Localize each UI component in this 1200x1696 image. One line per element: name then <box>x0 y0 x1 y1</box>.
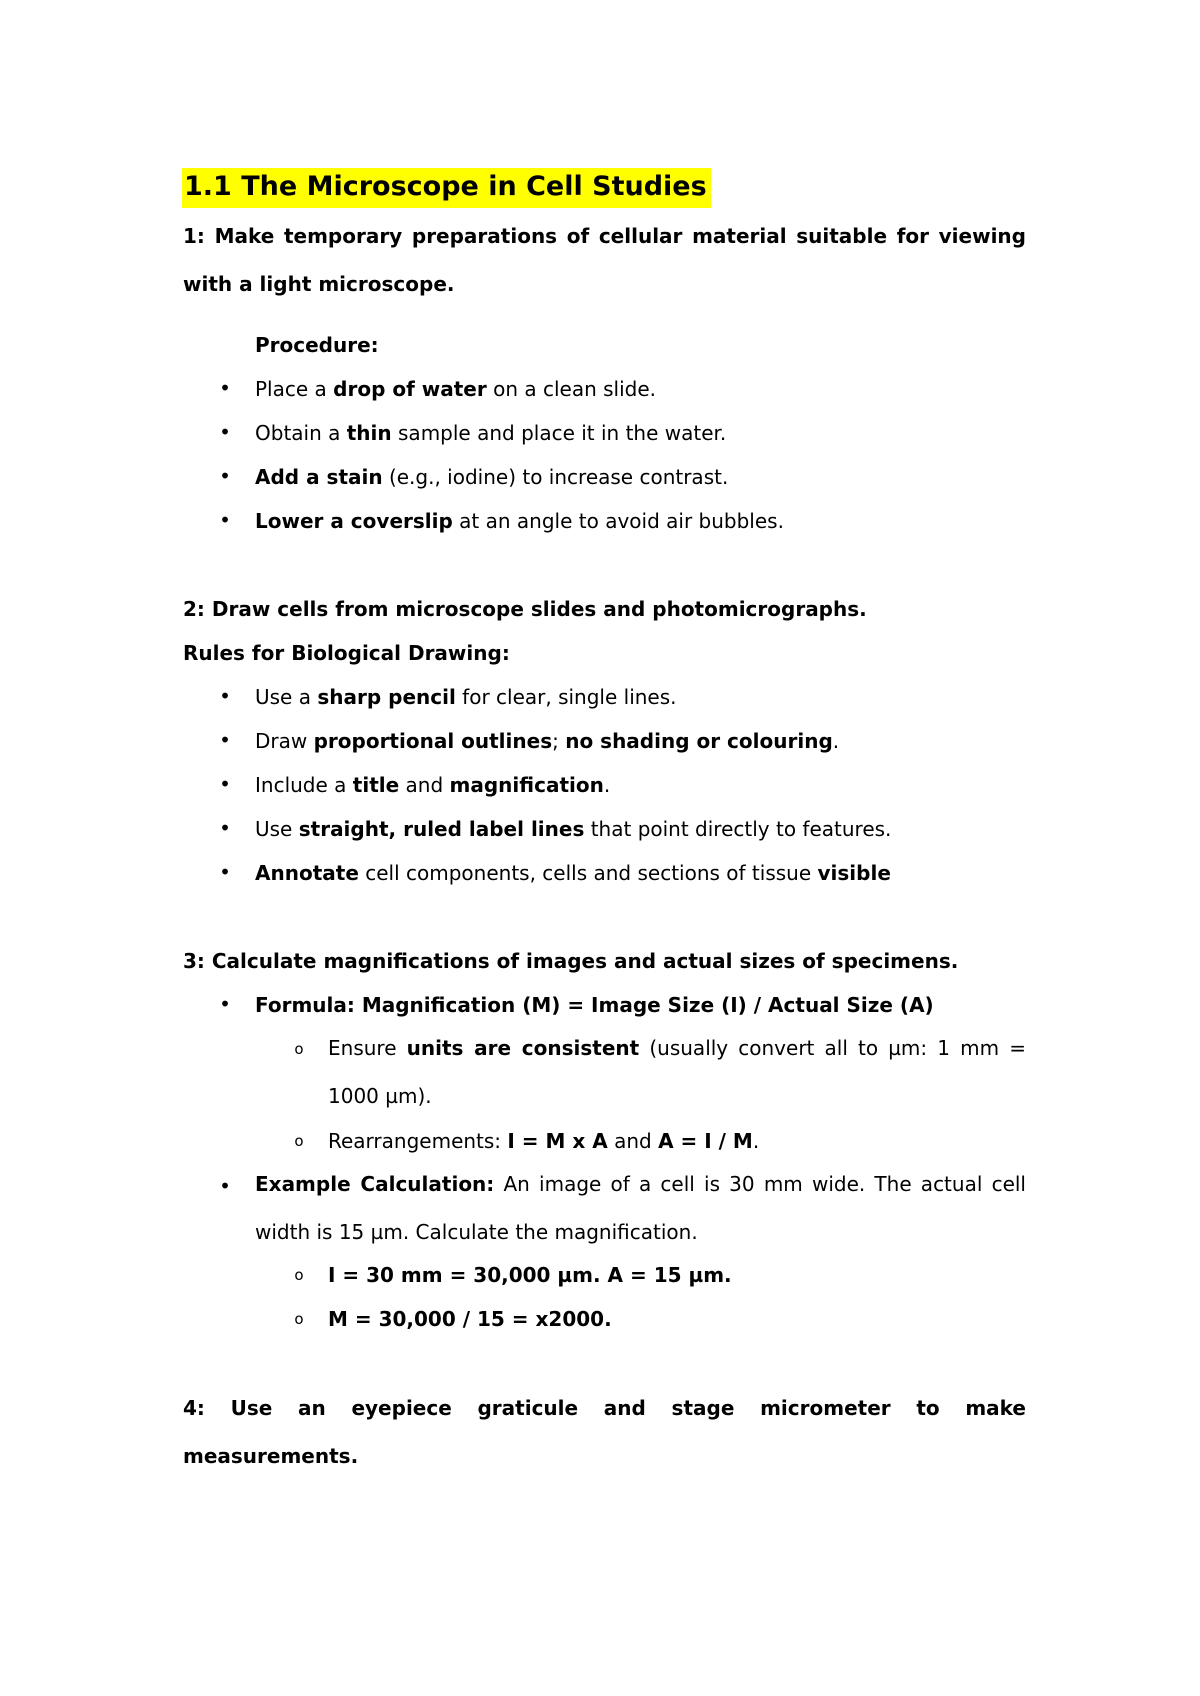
bullet-icon: • <box>219 420 231 444</box>
section-1-heading: 1: Make temporary preparations of cellular material suitable for viewing with a light microscope. <box>183 224 1026 296</box>
rules-label: Rules for Biological Drawing: <box>183 641 510 665</box>
bullet-icon: • <box>219 684 231 708</box>
rearrangements-item: Rearrangements: I = M x A and A = I / M. <box>328 1129 760 1153</box>
bullet-icon: • <box>219 1174 231 1198</box>
list-item: Obtain a thin sample and place it in the water. <box>255 421 727 445</box>
list-item: Draw proportional outlines; no shading or colouring. <box>255 729 840 753</box>
section-3-heading: 3: Calculate magnifications of images and actual sizes of specimens. <box>183 949 959 973</box>
bullet-icon: • <box>219 772 231 796</box>
bullet-icon: • <box>219 860 231 884</box>
list-item: Place a drop of water on a clean slide. <box>255 377 657 401</box>
bullet-icon: • <box>219 508 231 532</box>
bullet-icon: • <box>219 376 231 400</box>
bullet-icon: • <box>219 728 231 752</box>
bullet-icon: • <box>219 816 231 840</box>
list-item: Include a title and magnification. <box>255 773 611 797</box>
bullet-icon: • <box>219 464 231 488</box>
procedure-label: Procedure: <box>255 333 379 357</box>
formula-item: Formula: Magnification (M) = Image Size (I) / Actual Size (A) <box>255 993 934 1017</box>
list-item: Use a sharp pencil for clear, single lines. <box>255 685 677 709</box>
list-item: Annotate cell components, cells and sections of tissue visible <box>255 861 891 885</box>
calc-item: M = 30,000 / 15 = x2000. <box>328 1307 612 1331</box>
list-item: Lower a coverslip at an angle to avoid air bubbles. <box>255 509 784 533</box>
circle-bullet-icon: o <box>294 1040 304 1058</box>
circle-bullet-icon: o <box>294 1310 304 1328</box>
units-item: Ensure units are consistent (usually convert all to µm: 1 mm = 1000 µm). <box>328 1036 1026 1108</box>
example-item: Example Calculation: An image of a cell is 30 mm wide. The actual cell width is 15 µm. Calculate the magnification. <box>255 1172 1026 1244</box>
page-title: 1.1 The Microscope in Cell Studies <box>182 168 711 208</box>
circle-bullet-icon: o <box>294 1266 304 1284</box>
list-item: Use straight, ruled label lines that point directly to features. <box>255 817 892 841</box>
section-2-heading: 2: Draw cells from microscope slides and photomicrographs. <box>183 597 867 621</box>
bullet-icon: • <box>219 992 231 1016</box>
calc-item: I = 30 mm = 30,000 µm. A = 15 µm. <box>328 1263 732 1287</box>
list-item: Add a stain (e.g., iodine) to increase contrast. <box>255 465 729 489</box>
section-4-heading: 4: Use an eyepiece graticule and stage micrometer to make measurements. <box>183 1396 1026 1468</box>
circle-bullet-icon: o <box>294 1132 304 1150</box>
